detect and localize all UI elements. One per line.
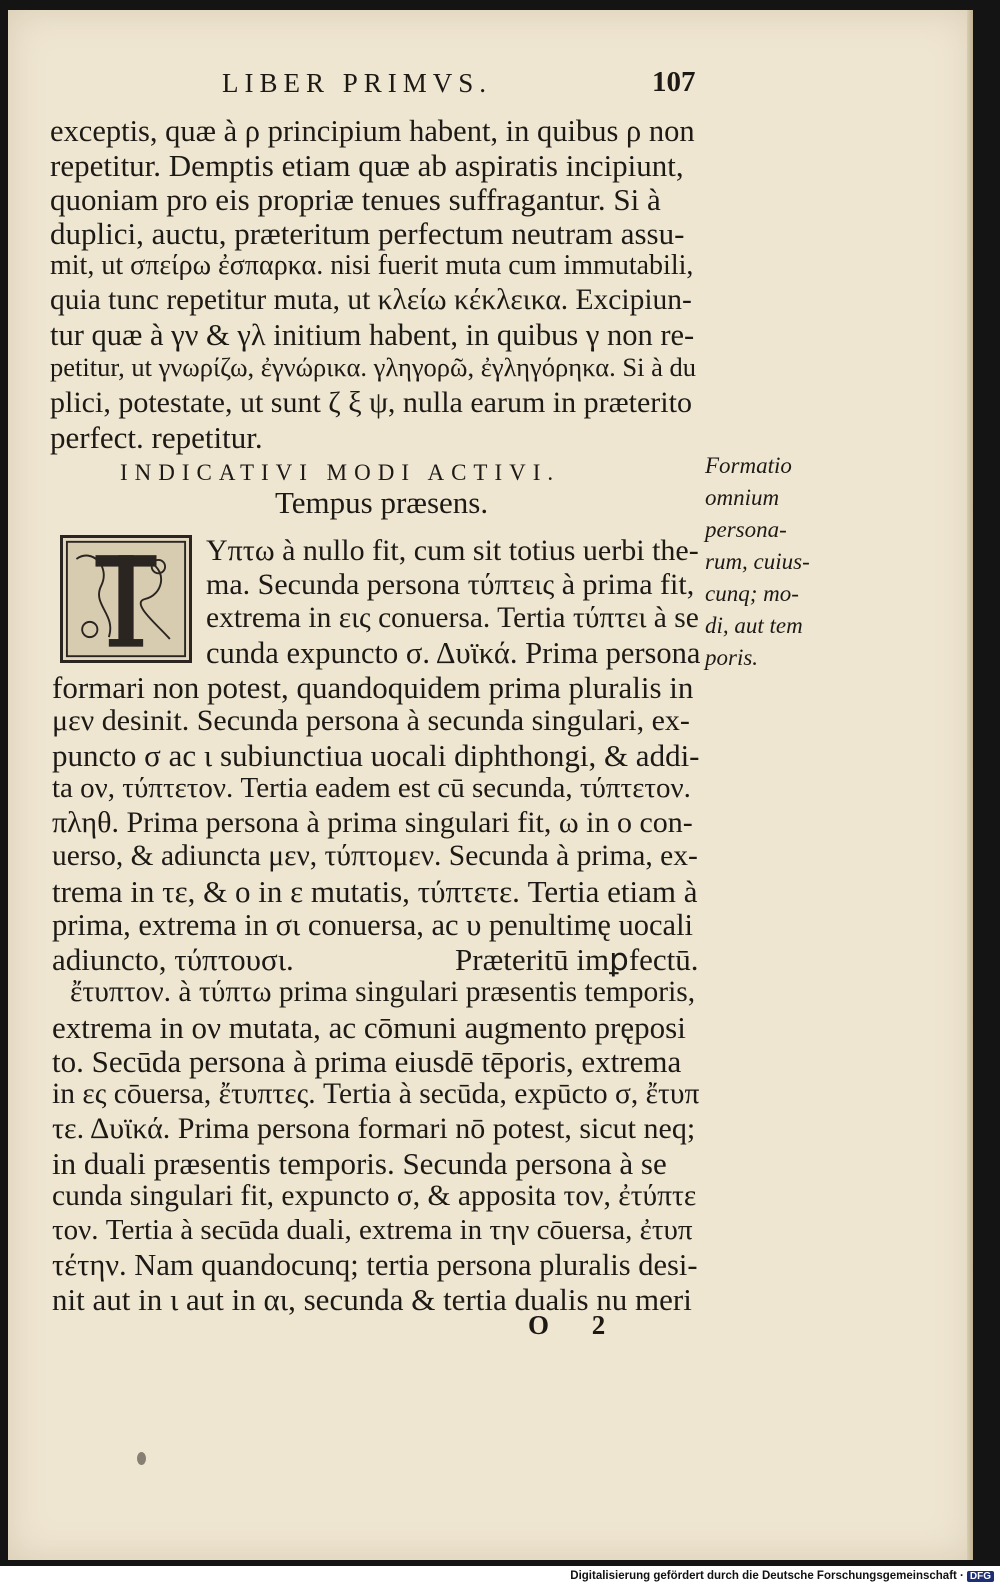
text-line: nit aut in ι aut in αι, secunda & tertia dualis nu meri xyxy=(52,1282,692,1317)
text-line: in ες cōuersa, ἔτυπτες. Tertia à secūda, expūcto σ, ἔτυπ xyxy=(52,1078,700,1110)
text-line: uerso, & adiuncta μεν, τύπτομεν. Secunda à prima, ex- xyxy=(52,840,698,872)
text-line: τον. Tertia à secūda duali, extrema in την cōuersa, ἐτυπ xyxy=(52,1214,693,1246)
text-line: ἔτυπτον. à τύπτω prima singulari præsentis temporis, xyxy=(70,976,696,1008)
text-line: perfect. repetitur. xyxy=(50,420,263,455)
section-heading: INDICATIVI MODI ACTIVI. xyxy=(120,460,561,485)
text-line: extrema in εις conuersa. Tertia τύπτει à se xyxy=(206,602,699,634)
text-line: quoniam pro eis propriæ tenues suffragantur. Si à xyxy=(50,182,661,217)
decorated-initial xyxy=(60,535,192,663)
text-line: trema in τε, & ο in ε mutatis, τύπτετε. Tertia etiam à xyxy=(52,874,698,909)
decorated-initial-letter-icon xyxy=(63,538,189,660)
page-edge xyxy=(967,10,973,1560)
running-header: LIBER PRIMVS. xyxy=(222,68,493,98)
text-line: to. Secūda persona à prima eiusdē tēporis, extrema xyxy=(52,1044,682,1079)
text-line: cunda expuncto σ. Δυϊκά. Prima persona xyxy=(206,636,701,670)
text-line: μεν desinit. Secunda persona à secunda singulari, ex- xyxy=(52,704,690,737)
marginal-note-line: omnium xyxy=(705,485,780,510)
marginal-note-line: persona- xyxy=(705,517,787,542)
text-line: formari non potest, quandoquidem prima pluralis in xyxy=(52,670,694,705)
marginal-note xyxy=(705,450,815,674)
text-line: prima, extrema in σι conuersa, ac υ penultimę uocali xyxy=(52,908,694,942)
digitization-credit xyxy=(570,1570,994,1582)
text-line: adiuncto, τύπτουσι. xyxy=(52,942,294,977)
text-line: cunda singulari fit, expuncto σ, & apposita τον, ἐτύπτε xyxy=(52,1180,697,1212)
text-line: petitur, ut γνωρίζω, ἐγνώρικα. γληγορῶ, ἐγληγόρηκα. Si à du xyxy=(50,352,696,382)
marginal-note-line: poris. xyxy=(705,645,759,670)
text-line: in duali præsentis temporis. Secunda persona à se xyxy=(52,1146,667,1181)
signature-mark: O 2 xyxy=(528,1310,624,1340)
page-number: 107 xyxy=(652,66,696,98)
text-line: extrema in ον mutata, ac cōmuni augmento pręposi xyxy=(52,1010,686,1045)
text-line: πληθ. Prima persona à prima singulari fit, ω in ο con- xyxy=(52,806,693,839)
text-line: tur quæ à γν & γλ initium habent, in quibus γ non re- xyxy=(50,318,695,352)
text-line: ma. Secunda persona τύπτεις à prima fit, xyxy=(206,568,695,601)
text-line: Υπτω à nullo fit, cum sit totius uerbi the- xyxy=(206,534,699,567)
marginal-note-line: cunq; mo- xyxy=(705,581,799,606)
credit-text: Digitalisierung gefördert durch die Deutsche Forschungsgemeinschaft · xyxy=(570,1570,964,1582)
text-line: plici, potestate, ut sunt ζ ξ ψ, nulla earum in præterito xyxy=(50,386,692,419)
dfg-logo-badge: DFG xyxy=(967,1571,994,1582)
text-line: exceptis, quæ à ρ principium habent, in quibus ρ non xyxy=(50,114,695,148)
text-line: duplici, auctu, præteritum perfectum neutram assu- xyxy=(50,216,685,251)
text-line: repetitur. Demptis etiam quæ ab aspiratis incipiunt, xyxy=(50,148,684,183)
text-line: puncto σ ac ι subiunctiua uocali diphthongi, & addi- xyxy=(52,738,700,773)
text-line: mit, ut σπείρω ἐσπαρκα. nisi fuerit muta cum immutabili, xyxy=(50,250,694,281)
marginal-note-line: Formatio xyxy=(705,453,792,478)
text-line: ta ον, τύπτετον. Tertia eadem est cū secunda, τύπτετον. xyxy=(52,772,691,804)
sub-heading: Tempus præsens. xyxy=(275,485,489,520)
marginal-note-line: di, aut tem xyxy=(705,613,803,638)
inline-heading: Præteritū imꝑfectū. xyxy=(455,942,699,977)
ink-smudge xyxy=(137,1452,146,1465)
text-line: τέτην. Nam quandocunq; tertia persona pluralis desi- xyxy=(52,1248,698,1282)
text-line: τε. Δυϊκά. Prima persona formari nō potest, sicut neq; xyxy=(52,1112,696,1145)
marginal-note-line: rum, cuius- xyxy=(705,549,810,574)
text-line: quia tunc repetitur muta, ut κλείω κέκλεικα. Excipiun- xyxy=(50,284,692,316)
